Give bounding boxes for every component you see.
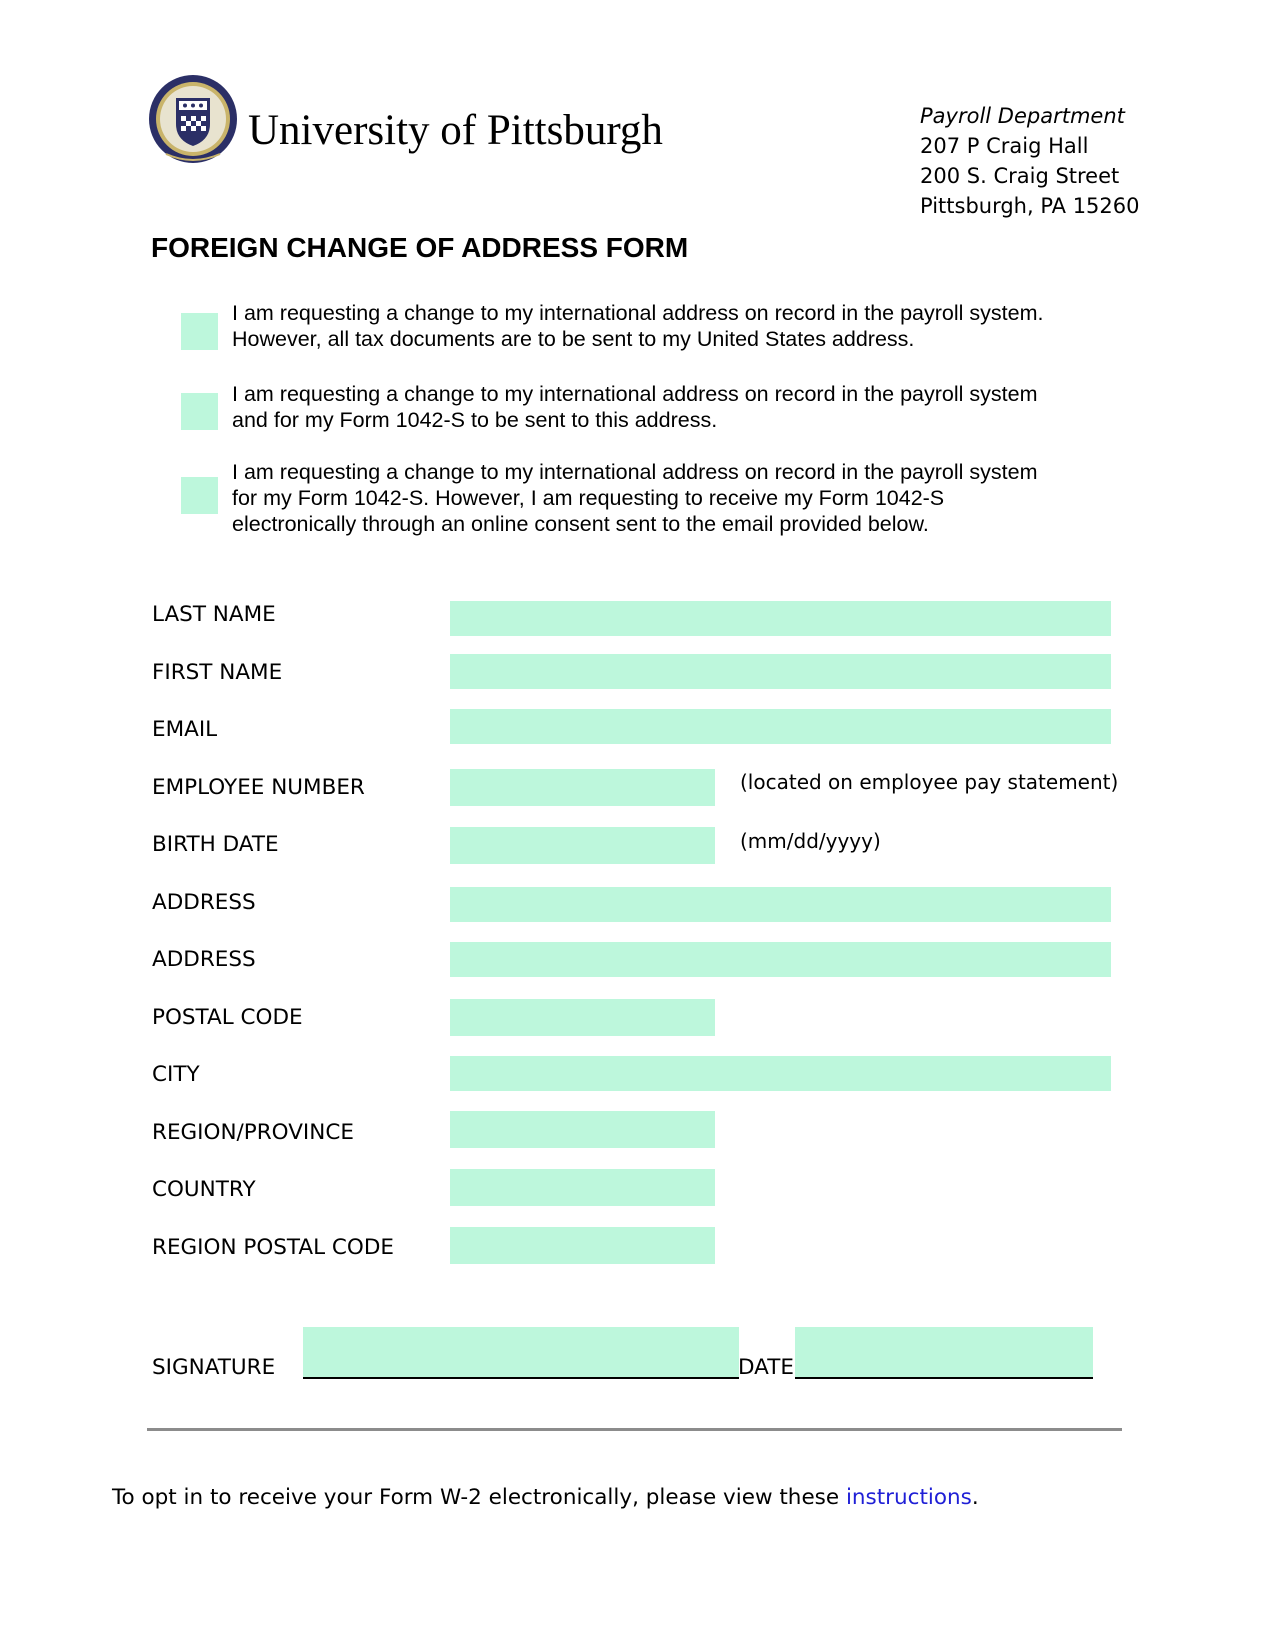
option-text-line: I am requesting a change to my international address on record in the payroll system. (232, 301, 1044, 325)
option-text-line: However, all tax documents are to be sent to my United States address. (232, 327, 915, 351)
university-seal-logo (148, 74, 238, 164)
postal-code-input[interactable] (450, 999, 715, 1036)
postal-code-label: POSTAL CODE (152, 1005, 303, 1030)
department-address-line: 207 P Craig Hall (920, 134, 1089, 158)
option-text-line: for my Form 1042-S. However, I am requesting to receive my Form 1042-S (232, 486, 945, 510)
university-name: University of Pittsburgh (248, 107, 663, 154)
region-postal-code-label: REGION POSTAL CODE (152, 1235, 394, 1260)
date-label: DATE (738, 1355, 794, 1380)
option-2-text (232, 381, 1037, 433)
address-2-label: ADDRESS (152, 947, 256, 972)
department-address-block (920, 101, 1140, 221)
region-postal-code-input[interactable] (450, 1227, 715, 1264)
footer-text-end: . (971, 1485, 979, 1510)
footer-text: To opt in to receive your Form W-2 electronically, please view these (112, 1485, 846, 1510)
option-text-line: I am requesting a change to my international address on record in the payroll system (232, 460, 1038, 484)
option-2-checkbox[interactable] (181, 393, 218, 430)
option-3-text (232, 459, 1037, 537)
birth-date-hint: (mm/dd/yyyy) (740, 829, 881, 853)
instructions-link[interactable]: instructions (845, 1485, 972, 1510)
signature-input[interactable] (303, 1327, 739, 1379)
department-address-line: 200 S. Craig Street (920, 164, 1120, 188)
option-text-line: electronically through an online consent sent to the email provided below. (232, 512, 929, 536)
city-input[interactable] (450, 1056, 1111, 1091)
birth-date-label: BIRTH DATE (152, 832, 279, 857)
signature-underline (303, 1377, 739, 1379)
email-input[interactable] (450, 709, 1111, 744)
employee-number-hint: (located on employee pay statement) (740, 770, 1119, 794)
birth-date-input[interactable] (450, 827, 715, 864)
region-province-input[interactable] (450, 1111, 715, 1148)
last-name-input[interactable] (450, 601, 1111, 636)
option-text-line: and for my Form 1042-S to be sent to this address. (232, 408, 718, 432)
form-title: FOREIGN CHANGE OF ADDRESS FORM (151, 232, 689, 263)
region-province-label: REGION/PROVINCE (152, 1120, 354, 1145)
last-name-label: LAST NAME (152, 602, 276, 627)
employee-number-input[interactable] (450, 769, 715, 806)
email-label: EMAIL (152, 717, 218, 742)
option-text-line: I am requesting a change to my international address on record in the payroll system (232, 382, 1038, 406)
option-3-checkbox[interactable] (181, 477, 218, 514)
city-label: CITY (152, 1062, 200, 1087)
address-2-input[interactable] (450, 942, 1111, 977)
employee-number-label: EMPLOYEE NUMBER (152, 775, 365, 800)
first-name-input[interactable] (450, 654, 1111, 689)
address-1-label: ADDRESS (152, 890, 256, 915)
section-divider (147, 1428, 1122, 1431)
country-label: COUNTRY (152, 1177, 256, 1202)
country-input[interactable] (450, 1169, 715, 1206)
option-1-text (232, 300, 1043, 352)
date-input[interactable] (795, 1327, 1093, 1379)
first-name-label: FIRST NAME (152, 660, 283, 685)
department-address-line: Pittsburgh, PA 15260 (920, 194, 1140, 218)
department-name: Payroll Department (920, 104, 1125, 128)
date-underline (795, 1377, 1093, 1379)
option-1-checkbox[interactable] (181, 313, 218, 350)
footer-note (112, 1485, 979, 1510)
signature-label: SIGNATURE (152, 1355, 276, 1380)
address-1-input[interactable] (450, 887, 1111, 922)
